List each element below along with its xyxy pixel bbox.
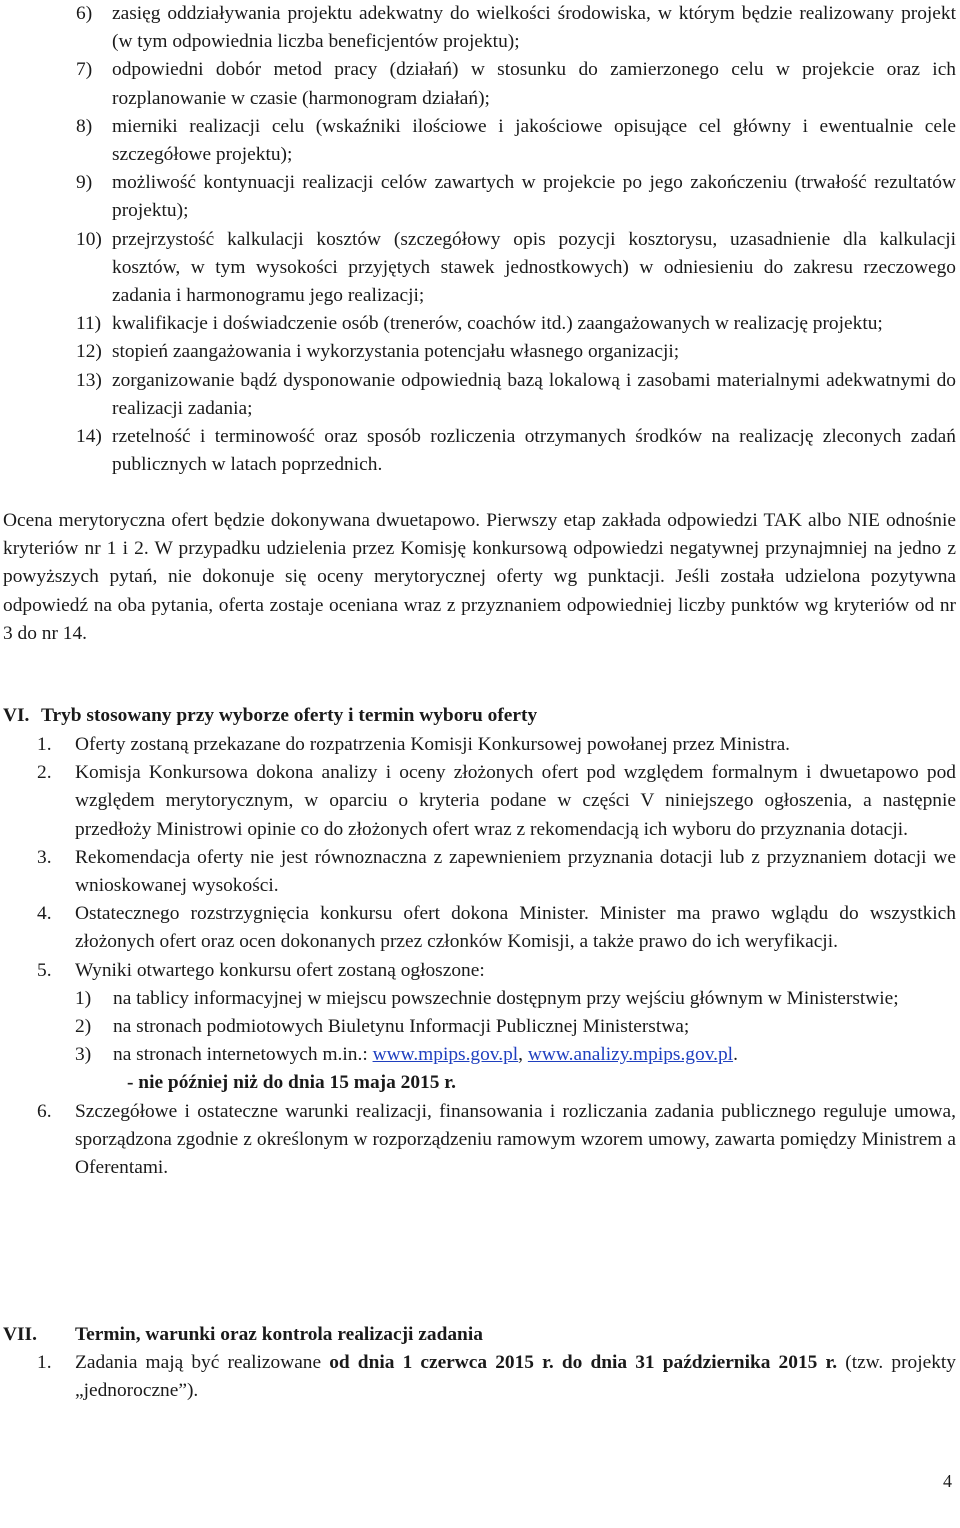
list-item: 3) na stronach internetowych m.in.: www.mpips.gov.pl, www.analizy.mpips.gov.pl. <box>75 1044 738 1066</box>
analizy-mpips-link[interactable]: www.analizy.mpips.gov.pl <box>527 1044 734 1066</box>
list-item: 12) stopień zaangażowania i wykorzystania potencjału własnego organizacji; <box>76 341 680 363</box>
list-item: 11) kwalifikacje i doświadczenie osób (trenerów, coachów itd.) zaangażowanych w realizację projektu; <box>76 313 883 335</box>
list-item: 6) zasięg oddziaływania projektu adekwatny do wielkości środowiska, w którym będzie realizowany projekt (w tym odpowiednia liczba beneficjentów projektu); <box>76 3 956 53</box>
list-item: 6. Szczegółowe i ostateczne warunki realizacji, finansowania i rozliczania zadania publicznego reguluje umowa, sporządzona zgodnie z określonym w rozporządzeniu ramowym wzorem umowy, zawarta pomiędzy Ministrem a Oferentami. <box>37 1100 956 1179</box>
mpips-link[interactable]: www.mpips.gov.pl <box>372 1044 519 1066</box>
list-item: 1) na tablicy informacyjnej w miejscu powszechnie dostępnym przy wejściu głównym w Ministerstwie; <box>75 987 899 1009</box>
section-number: VII. <box>3 1324 37 1345</box>
list-item: 8) mierniki realizacji celu (wskaźniki ilościowe i jakościowe opisujące cel główny i ewentualnie cele szczegółowe projektu); <box>76 115 956 166</box>
section-7-list <box>37 1349 956 1405</box>
section-heading <box>3 702 943 730</box>
criteria-list <box>76 0 956 479</box>
section-6-list <box>37 731 956 1182</box>
page-number: 4 <box>943 1471 952 1491</box>
section-heading <box>3 1321 943 1349</box>
section-number: VI. <box>3 705 30 726</box>
list-item: 3. Rekomendacja oferty nie jest równoznaczna z zapewnieniem przyznania dotacji lub z przyznaniem dotacji we wnioskowanej wysokości. <box>37 846 956 897</box>
list-item: 2) na stronach podmiotowych Biuletynu Informacji Publicznej Ministerstwa; <box>75 1016 690 1038</box>
list-item: 9) możliwość kontynuacji realizacji celów zawartych w projekcie po jego zakończeniu (trwałość rezultatów projektu); <box>76 172 956 222</box>
list-item: 2. Komisja Konkursowa dokona analizy i oceny złożonych ofert pod względem formalnym i dwuetapowo pod względem merytorycznym, w oparciu o kryteria podane w części V niniejszego ogłoszenia, a następnie przedłoży Ministrowi opinie co do złożonych ofert wraz z rekomendacją ich wyboru do przyznania dotacji. <box>37 762 956 840</box>
list-item: 10) przejrzystość kalkulacji kosztów (szczegółowy opis pozycji kosztorysu, uzasadnienie dla kalkulacji kosztów, w tym wysokości przyjętych stawek jednostkowych) w odniesieniu do zakresu rzeczowego zadania i harmonogramu jego realizacji; <box>76 228 956 307</box>
evaluation-paragraph: Ocena merytoryczna ofert będzie dokonywana dwuetapowo. Pierwszy etap zakłada odpowiedzi TAK albo NIE odnośnie kryteriów nr 1 i 2. W przypadku udzielenia przez Komisję konkursową odpowiedzi negatywnej przynajmniej na jedno z powyższych pytań, nie dokonuje się oceny merytorycznej oferty wg punktacji. Jeśli została udzielona pozytywna odpowiedź na oba pytania, oferta zostaje oceniana wraz z przyznaniem odpowiedniej liczby punktów wg kryteriów od nr 3 do nr 14. <box>3 510 956 644</box>
list-item: 4. Ostatecznego rozstrzygnięcia konkursu ofert dokona Minister. Minister ma prawo wglądu do wszystkich złożonych ofert oraz ocen dokonanych przez członków Komisji, a także prawo do ich weryfikacji. <box>37 903 956 953</box>
list-item: 7) odpowiedni dobór metod pracy (działań) w stosunku do zamierzonego celu w projekcie oraz ich rozplanowanie w czasie (harmonogram działań); <box>76 59 956 109</box>
list-item: 1. Oferty zostaną przekazane do rozpatrzenia Komisji Konkursowej powołanej przez Ministra. <box>37 734 791 755</box>
deadline-text: - nie później niż do dnia 15 maja 2015 r. <box>127 1072 456 1094</box>
list-item: 14) rzetelność i terminowość oraz sposób rozliczenia otrzymanych środków na realizację zleconych zadań publicznych w latach poprzednich. <box>76 426 956 476</box>
list-item: 13) zorganizowanie bądź dysponowanie odpowiednią bazą lokalową i zasobami materialnymi adekwatnymi do realizacji zadania; <box>76 369 956 419</box>
results-places-list <box>75 985 956 1070</box>
list-item: 5. Wyniki otwartego konkursu ofert zostaną ogłoszone: 1) na tablicy informacyjnej w miejscu powszechnie dostępnym przy wejściu głównym w Ministerstwie; 2) na stronach podmiotowych Biuletynu Informacji Publicznej Ministerstwa; 3) na stronach internetowych m.in.: www.mpips.gov.pl, www.analizy.mpips.gov.pl. - nie później niż do dnia 15 maja 2015 r. <box>37 957 956 1098</box>
section-title: Termin, warunki oraz kontrola realizacji zadania <box>75 1324 483 1345</box>
section-title: Tryb stosowany przy wyborze oferty i termin wyboru oferty <box>41 705 538 726</box>
list-item: 1. Zadania mają być realizowane od dnia 1 czerwca 2015 r. do dnia 31 października 2015 r. (tzw. projekty „jednoroczne”). <box>37 1352 957 1402</box>
